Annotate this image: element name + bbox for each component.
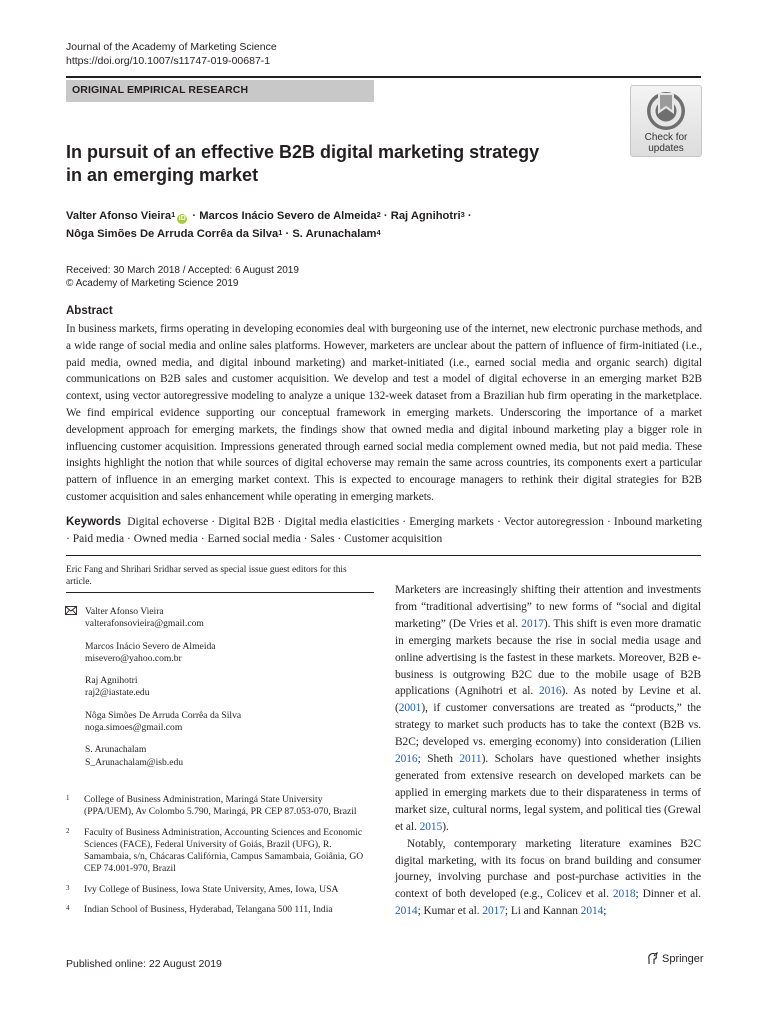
citation-link[interactable]: 2011 bbox=[459, 753, 482, 766]
citation-link[interactable]: 2014 bbox=[580, 905, 604, 918]
contact-email[interactable]: noga.simoes@gmail.com bbox=[85, 722, 183, 734]
abstract-text: In business markets, firms operating in developing economies deal with burgeoning use of the internet, new electronic purchase methods, and a wide range of social media and online sales platforms. However, marketers are unclear about the pattern of influence of firm-initiated (i.e., paid media, owned media, and digital inbound marketing) and market-initiated (i.e., earned social media and organic search) digital communications on B2B sales and customer acquisition. We develop and test a model of digital echoverse in an emerging market B2B context, using vector autoregressive modeling to analyze a unique 132-week dataset from a Brazilian hub firm operating in the marketplace. We find empirical evidence supporting our conceptual framework in emerging markets. Underscoring the importance of a market development approach for emerging markets, the findings show that owned media and digital inbound marketing play a bigger role in influencing customer acquisition. Impressions generated through earned social media complement owned media, but not paid media. These insights highlight the notion that while sources of digital echoverse may remain the same across countries, its components exert a particular pattern of influence in an emerging market context. This is expected to encourage managers to rethink their digital strategies for B2B customer acquisition and sales enhancement while operating in emerging markets. bbox=[66, 323, 702, 503]
affiliation-text: Ivy College of Business, Iowa State University, Ames, Iowa, USA bbox=[84, 883, 339, 895]
author-list bbox=[66, 207, 626, 243]
check-updates-line2: updates bbox=[648, 143, 684, 154]
contact-name: S. Arunachalam bbox=[85, 744, 147, 756]
citation-link[interactable]: 2001 bbox=[398, 702, 422, 715]
contact-entry bbox=[85, 675, 375, 700]
author-affiliation-ref: 1 bbox=[171, 210, 176, 219]
affiliation-number: 2 bbox=[66, 826, 70, 835]
header-rule bbox=[66, 76, 701, 78]
title-line-2: in an emerging market bbox=[66, 165, 259, 185]
citation-link[interactable]: 2015 bbox=[419, 820, 443, 833]
keywords-text: Digital echoverse · Digital B2B · Digital media elasticities · Emerging markets · Vector autoregression · Inbound marketing · Paid media · Owned media · Earned social media · Sales · Customer acquisition bbox=[66, 516, 702, 545]
springer-horse-icon bbox=[646, 952, 659, 965]
publisher-logo[interactable] bbox=[646, 952, 704, 965]
contact-email[interactable]: S_Arunachalam@isb.edu bbox=[85, 756, 184, 768]
keywords bbox=[66, 514, 702, 548]
publisher-name: Springer bbox=[662, 952, 704, 965]
copyright: © Academy of Marketing Science 2019 bbox=[66, 278, 239, 289]
citation-link[interactable]: 2017 bbox=[521, 617, 544, 630]
abstract-heading: Abstract bbox=[66, 305, 113, 317]
orcid-icon[interactable]: iD bbox=[178, 215, 186, 222]
contact-entry bbox=[85, 744, 375, 769]
author-affiliation-ref: 4 bbox=[376, 228, 381, 237]
affiliation-number: 4 bbox=[66, 904, 70, 913]
author-separator: · bbox=[380, 210, 391, 222]
affiliation-number: 1 bbox=[66, 794, 70, 802]
body-paragraph-1: Marketers are increasingly shifting their attention and investments from “traditional advertising” to new forms of “social and digital marketing” (De Vries et al. 2017). This shift is even more dramatic in emerging markets because the rise in social media usage and online advertising is the fastest in these markets. Moreover, B2B e-business is outgrowing B2C due to the mobile usage of B2B applications (Agnihotri et al. 2016). As noted by Levine et al. (2001), if customer conversations are treated as “products,” the strategy to market such products has to take the context (B2B vs. B2C; developed vs. emerging economy) into consideration (Lilien 2016; Sheth 2011). Scholars have questioned whether insights generated from extensive research on developed markets can be applied in emerging markets due to their disparateness in terms of market size, cultural norms, legal system, and political ties (Grewal et al. 2015). bbox=[395, 584, 702, 833]
affiliation bbox=[66, 904, 374, 916]
affiliation-text: Indian School of Business, Hyderabad, Telangana 500 111, India bbox=[84, 904, 333, 916]
author-separator: · bbox=[189, 210, 200, 222]
contact-email[interactable]: misevero@yahoo.com.br bbox=[85, 652, 182, 664]
body-column bbox=[395, 582, 701, 920]
affiliation-list bbox=[66, 794, 374, 924]
journal-header bbox=[66, 40, 277, 68]
footnote-rule bbox=[66, 592, 374, 593]
author-separator: · bbox=[464, 210, 472, 222]
contact-name: Valter Afonso Vieira bbox=[85, 606, 164, 617]
editor-note: Eric Fang and Shrihari Sridhar served as special issue guest editors for this article. bbox=[66, 565, 347, 587]
section-label: ORIGINAL EMPIRICAL RESEARCH bbox=[66, 80, 374, 102]
affiliation-text: College of Business Administration, Maringá State University (PPA/UEM), Av Colombo 5.790, Maringá, PR CEP 87.053-070, Brazil bbox=[84, 794, 357, 818]
contact-name: Raj Agnihotri bbox=[85, 675, 138, 687]
citation-link[interactable]: 2016 bbox=[538, 685, 562, 698]
contact-entry bbox=[85, 710, 375, 735]
keywords-rule bbox=[66, 555, 701, 556]
body-paragraph-2: Notably, contemporary marketing literature examines B2C digital marketing, with its focus on brand building and consumer journey, involving purchase and post-purchase activities in the context of both developed (e.g., Colicev et al. 2018; Dinner et al. 2014; Kumar et al. 2017; Li and Kannan 2014; bbox=[395, 837, 701, 918]
received-accepted: Received: 30 March 2018 / Accepted: 6 August 2019 bbox=[66, 265, 299, 276]
title-line-1: In pursuit of an effective B2B digital marketing strategy bbox=[66, 142, 540, 162]
author-affiliation-ref: 2 bbox=[376, 210, 381, 219]
affiliation-text: Faculty of Business Administration, Accounting Sciences and Economic Sciences (FACE), Federal University of Goiás, Brazil (UFG), R. Samambaia, s/n, Chácaras Califórnia, Campus Samambaia, Goiânia, GO CEP 74.001-970, Brazil bbox=[84, 826, 364, 875]
author-name[interactable]: Raj Agnihotri bbox=[390, 210, 461, 222]
author-name[interactable]: S. Arunachalam bbox=[292, 228, 377, 240]
contact-entry bbox=[85, 641, 375, 666]
contact-entry bbox=[85, 606, 375, 631]
author-name[interactable]: Marcos Inácio Severo de Almeida bbox=[199, 210, 377, 222]
crossmark-icon bbox=[645, 90, 687, 132]
contact-email[interactable]: valterafonsovieira@gmail.com bbox=[85, 618, 204, 630]
check-for-updates-button[interactable] bbox=[630, 85, 702, 157]
contact-list bbox=[85, 606, 375, 779]
article-title bbox=[66, 141, 606, 187]
citation-link[interactable]: 2018 bbox=[612, 888, 636, 901]
author-affiliation-ref: 1 bbox=[278, 228, 283, 237]
check-updates-line1: Check for bbox=[644, 132, 688, 143]
contact-email[interactable]: raj2@iastate.edu bbox=[85, 687, 150, 699]
author-name[interactable]: Valter Afonso Vieira bbox=[66, 210, 172, 222]
mail-icon bbox=[65, 606, 77, 615]
author-affiliation-ref: 3 bbox=[460, 210, 465, 219]
journal-name: Journal of the Academy of Marketing Science bbox=[66, 41, 277, 53]
article-dates bbox=[66, 264, 299, 290]
affiliation bbox=[66, 827, 374, 876]
author-name[interactable]: Nôga Simões De Arruda Corrêa da Silva bbox=[66, 228, 279, 240]
author-separator: · bbox=[282, 228, 293, 240]
affiliation bbox=[66, 884, 374, 896]
doi-link[interactable]: https://doi.org/10.1007/s11747-019-00687-1 bbox=[66, 55, 271, 67]
affiliation bbox=[66, 794, 374, 819]
published-date: Published online: 22 August 2019 bbox=[66, 958, 222, 970]
contact-name: Nôga Simões De Arruda Corrêa da Silva bbox=[85, 709, 242, 721]
affiliation-number: 3 bbox=[66, 883, 70, 892]
contact-name: Marcos Inácio Severo de Almeida bbox=[85, 640, 216, 652]
citation-link[interactable]: 2016 bbox=[395, 753, 418, 766]
keywords-label: Keywords bbox=[66, 516, 121, 528]
citation-link[interactable]: 2017 bbox=[482, 905, 505, 918]
citation-link[interactable]: 2014 bbox=[395, 905, 418, 918]
